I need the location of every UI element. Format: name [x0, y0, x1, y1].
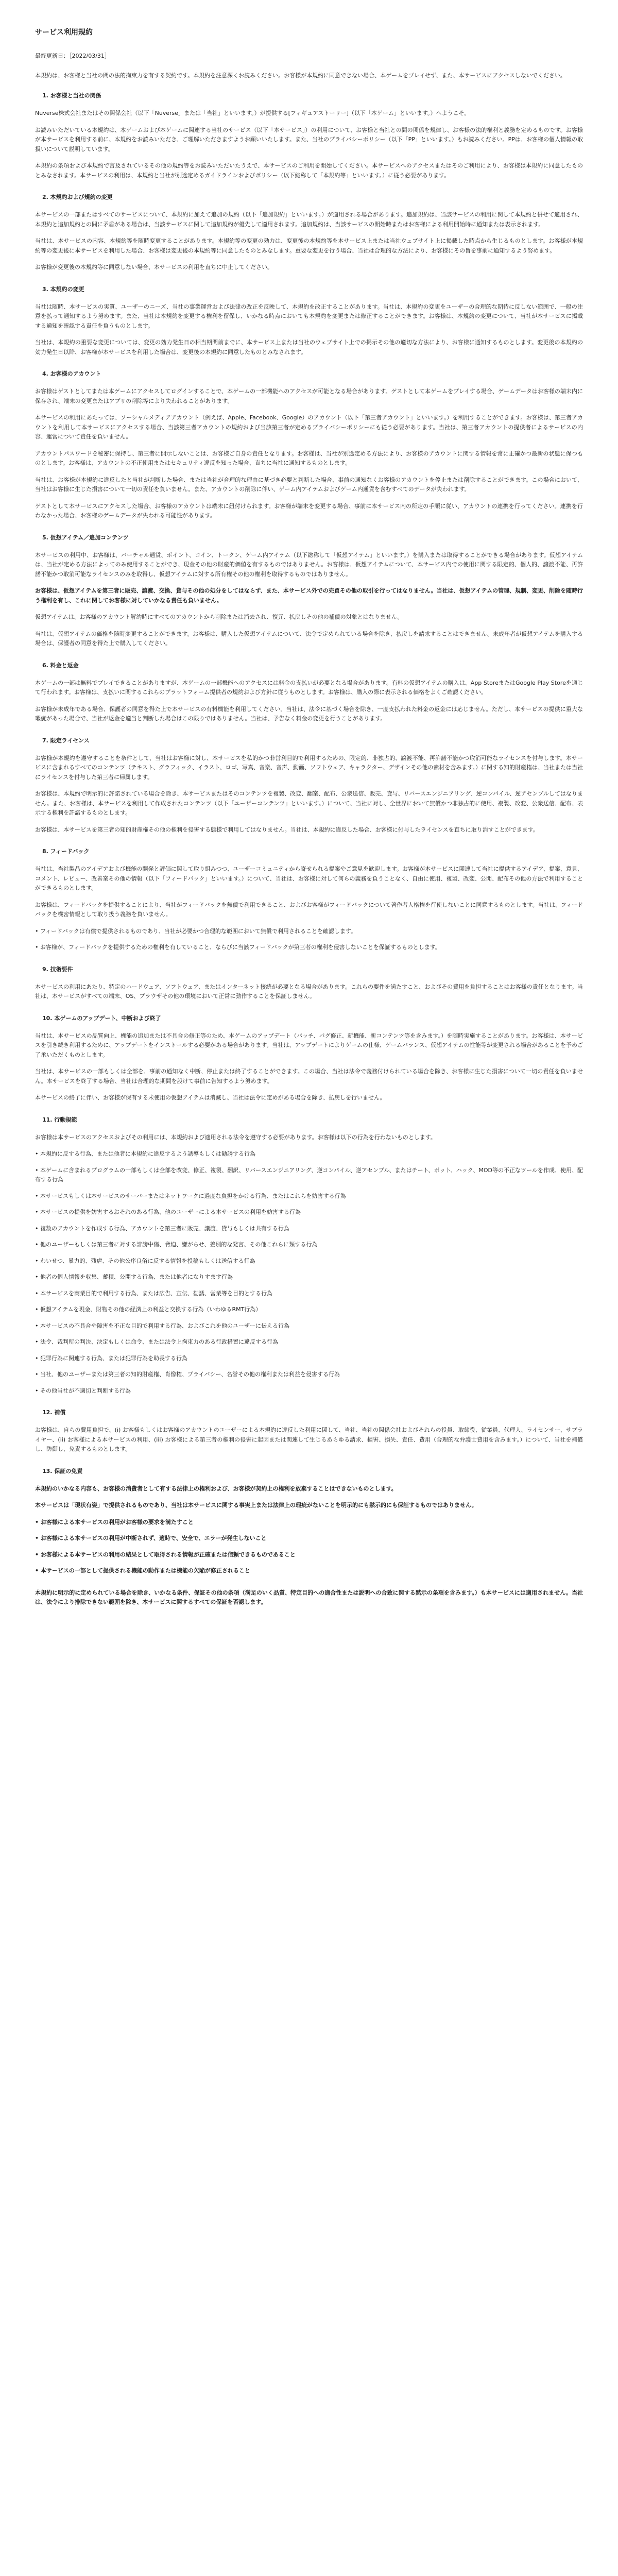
bullet-item: [35, 1257, 583, 1266]
bullet-item: [35, 1534, 583, 1544]
document-title: サービス利用規約: [35, 28, 93, 37]
section-paragraph: 本サービスの利用にあたっては、ソーシャルメディアアカウント（例えば、Apple、Facebook、Google）のアカウント（以下「第三者アカウント」といいます。）を利用することができます。お客様は、第三者アカウントを利用して本サービスにアクセスする場合、当該第三者アカウントの規約および当該第三者が定めるプライバシーポリシーにも従う必要があります。当社は、第三者アカウントの提供者によるサービスの内容、運営について責任を負いません。: [35, 414, 583, 440]
section-paragraph: 当社は、本サービスの内容、本規約等を随時変更することがあります。本規約等の変更の効力は、変更後の本規約等を本サービス上または当社ウェブサイト上に掲載した時点から生じるものとします。お客様が本規約等の変更後に本サービスを利用した場合、お客様は変更後の本規約等に同意したものとみなします。重要な変更を行う場合、当社は合理的な方法により、お客様にその旨を事前に通知するよう努めます。: [35, 238, 583, 254]
section-heading: 5. 仮想アイテム／追加コンテンツ: [42, 534, 129, 541]
section-paragraph: 当社は、本サービスの一部もしくは全部を、事前の通知なく中断、停止または終了することができます。この場合、当社は法令で義務付けられている場合を除き、お客様に生じた損害について一切の責任を負いません。本サービスを終了する場合、当社は合理的な期間を設けて事前に告知するよう努めます。: [35, 1068, 583, 1084]
bullet-text: 本サービスもしくは本サービスのサーバーまたはネットワークに過度な負担をかける行為、またはこれらを妨害する行為: [40, 1192, 346, 1199]
bullet-marker: •: [35, 1371, 40, 1378]
section-heading: 2. 本規約および規約の変更: [42, 194, 113, 200]
bullet-text: 本サービスの一部として提供される機能の動作または機能の欠陥が修正されること: [40, 1567, 250, 1574]
bullet-item: [35, 1208, 583, 1217]
bullet-marker: •: [35, 944, 40, 951]
bullet-text: 本規約に反する行為、または他者に本規約に違反するよう誘導もしくは勧誘する行為: [40, 1150, 255, 1157]
terms-section: [35, 736, 583, 835]
section-heading: 1. お客様と当社の関係: [42, 92, 101, 99]
section-paragraph: アカウントパスワードを秘密に保持し、第三者に開示しないことは、お客様ご自身の責任となります。お客様は、当社が別途定める方法により、お客様のアカウントに関する情報を常に正確かつ最新の状態に保つものとします。お客様は、アカウントの不正使用またはセキュリティ違反を知った場合、直ちに当社に通知するものとします。: [35, 450, 583, 466]
section-paragraph: 本サービスの利用にあたり、特定のハードウェア、ソフトウェア、またはインターネット接続が必要となる場合があります。これらの要件を満たすこと、およびその費用を負担することはお客様の責任となります。当社は、本サービスがすべての端末、OS、ブラウザその他の環境において正常に動作することを保証しません。: [35, 983, 583, 999]
section-paragraph: 仮想アイテムは、お客様のアカウント解約時にすべてのアカウントから削除または消去され、復元、払戻しその他の補償の対象とはなりません。: [35, 614, 403, 620]
terms-sections: [35, 91, 583, 1607]
terms-section: [35, 369, 583, 521]
bullet-item: [35, 1337, 583, 1347]
terms-section: [35, 1408, 583, 1454]
section-paragraph: 本サービスは「現状有姿」で提供されるものであり、当社は本サービスに関する事実上または法律上の瑕疵がないことを明示的にも黙示的にも保証するものではありません。: [35, 1502, 477, 1509]
bullet-marker: •: [35, 927, 40, 935]
bullet-text: 他のユーザーもしくは第三者に対する誹謗中傷、脅迫、嫌がらせ、差別的な発言、その他これらに類する行為: [40, 1241, 318, 1248]
bullet-item: [35, 1354, 583, 1364]
bullet-marker: •: [35, 1354, 40, 1362]
bullet-marker: •: [35, 1338, 40, 1345]
section-paragraph: 当社は、本規約の重要な変更については、変更の効力発生日の相当期間前までに、本サービス上または当社のウェブサイト上での掲示その他の適切な方法により、お客様に通知するものとします。変更後の本規約の効力発生日以降、お客様が本サービスを利用した場合は、変更後の本規約に同意したものとみなされます。: [35, 339, 583, 355]
section-paragraph: お客様が未成年である場合、保護者の同意を得た上で本サービスの有料機能を利用してください。当社は、法令に基づく場合を除き、一度支払われた料金の返金には応じません。ただし、本サービスの提供に重大な瑕疵があった場合で、当社が返金を適当と判断した場合はこの限りではありません。当社は、予告なく料金の変更を行うことがあります。: [35, 705, 583, 722]
bullet-list: [35, 1518, 583, 1576]
terms-section: [35, 91, 583, 180]
bullet-text: その他当社が不適切と判断する行為: [40, 1387, 131, 1394]
section-paragraph: お客様が変更後の本規約等に同意しない場合、本サービスの利用を直ちに中止してください。: [35, 264, 273, 270]
bullet-text: お客様が、フィードバックを提供するための権利を有していること、ならびに当該フィードバックが第三者の権利を侵害しないことを保証するものとします。: [40, 944, 441, 951]
section-heading: 8. フィードバック: [42, 848, 90, 855]
bullet-text: 本サービスの提供を妨害するおそれのある行為、他のユーザーによる本サービスの利用を妨害する行為: [40, 1209, 301, 1215]
bullet-marker: •: [35, 1209, 40, 1215]
bullet-item: [35, 1566, 583, 1576]
section-heading: 3. 本規約の変更: [42, 285, 84, 293]
section-paragraph: 本サービスの利用中、お客様は、バーチャル通貨、ポイント、コイン、トークン、ゲーム内アイテム（以下総称して「仮想アイテム」といいます。）を購入または取得することができる場合があります。仮想アイテムは、当社が定める方法によってのみ使用することができ、現金その他の財産的価値を有するものではありません。お客様は、仮想アイテムについて、本サービス内での使用に関する限定的、個人的、譲渡不能、再許諾不能かつ取消可能なライセンスのみを取得し、仮想アイテムに対する所有権その他の権利を取得するものではありません。: [35, 551, 583, 578]
section-paragraph: 当社は、お客様が本規約に違反したと当社が判断した場合、または当社が合理的な理由に基づき必要と判断した場合、事前の通知なくお客様のアカウントを停止または削除することができます。この場合において、当社はお客様に生じた損害について一切の責任を負いません。また、アカウントの削除に伴い、ゲーム内アイテムおよびゲーム内通貨を含むすべてのデータが失われます。: [35, 476, 583, 493]
bullet-text: 法令、裁判所の判決、決定もしくは命令、または法令上拘束力のある行政措置に違反する行為: [40, 1338, 278, 1345]
bullet-item: [35, 1550, 583, 1560]
bullet-text: お客様による本サービスの利用の結果として取得される情報が正確または信頼できるものであること: [40, 1551, 296, 1558]
section-heading: 13. 保証の免責: [42, 1467, 83, 1475]
section-heading: 6. 料金と返金: [42, 662, 79, 669]
section-heading: 11. 行動規範: [42, 1116, 77, 1123]
bullet-marker: •: [35, 1241, 40, 1248]
bullet-item: [35, 1166, 583, 1185]
section-paragraph: お客様は、自らの費用負担で、(i) お客様もしくはお客様のアカウントのユーザーによる本規約に違反した利用に関して、当社、当社の関係会社およびそれらの役員、取締役、従業員、代理人、ライセンサー、サプライヤー、(ii) お客様による本サービスの利用、(iii) お客様による第三者の権利の侵害に起因または関連して生じるあらゆる請求、損害、損失、責任、費用（合理的な弁護士費用を含みます。）について、当社を補償し、防御し、免責するものとします。: [35, 1427, 583, 1452]
section-paragraph: ゲストとして本サービスにアクセスした場合、お客様のアカウントは端末に紐付けられます。お客様が端末を変更する場合、事前に本サービス内の所定の手順に従い、アカウントの連携を行ってください。連携を行わなかった場合、お客様のゲームデータが失われる可能性があります。: [35, 502, 583, 519]
bullet-marker: •: [35, 1257, 40, 1264]
bullet-marker: •: [35, 1290, 40, 1297]
bullet-text: 本ゲームに含まれるプログラムの一部もしくは全部を改変、修正、複製、翻訳、リバースエンジニアリング、逆コンパイル、逆アセンブル、またはチート、ボット、ハック、MOD等の不正なツールを作成、使用、配布する行為: [35, 1166, 583, 1183]
terms-section: [35, 847, 583, 953]
bullet-text: 他者の個人情報を収集、蓄積、公開する行為、または他者になりすます行為: [40, 1274, 233, 1280]
bullet-text: 本サービスを商業目的で利用する行為、または広告、宣伝、勧誘、営業等を目的とする行為: [40, 1290, 272, 1297]
bullet-text: お客様による本サービスの利用がお客様の要求を満たすこと: [40, 1518, 194, 1526]
bullet-text: フィードバックは有償で提供されるものであり、当社が必要かつ合理的な範囲において無償で利用されることを確認します。: [40, 927, 357, 935]
section-paragraph: 当社は、当社製品のアイデアおよび機能の開発と評価に関して取り組みつつ、ユーザーコミュニティから寄せられる提案やご意見を歓迎します。お客様が本サービスに関連して当社に提供するアイデア、提案、意見、コメント、レビュー、改善案その他の情報（以下「フィードバック」といいます。）について、当社は、お客様に対して何らの義務を負うことなく、自由に使用、複製、改変、公開、配布その他の方法で利用することができるものとします。: [35, 866, 583, 891]
bullet-marker: •: [35, 1518, 41, 1526]
terms-section: [35, 1588, 583, 1607]
bullet-marker: •: [35, 1322, 40, 1329]
bullet-item: [35, 1149, 583, 1159]
bullet-item: [35, 1273, 583, 1282]
section-paragraph: 当社は、仮想アイテムの価格を随時変更することができます。お客様は、購入した仮想アイテムについて、法令で定められている場合を除き、払戻しを請求することはできません。未成年者が仮想アイテムを購入する場合は、保護者の同意を得た上で購入してください。: [35, 630, 583, 647]
bullet-text: 複数のアカウントを作成する行為、アカウントを第三者に販売、譲渡、貸与もしくは共有する行為: [40, 1225, 289, 1232]
bullet-item: [35, 1321, 583, 1331]
terms-section: [35, 193, 583, 273]
terms-section: [35, 1014, 583, 1103]
bullet-item: [35, 927, 583, 937]
bullet-text: 犯罪行為に関連する行為、または犯罪行為を助長する行為: [40, 1354, 187, 1362]
bullet-item: [35, 1518, 583, 1528]
section-heading: 12. 補償: [42, 1409, 66, 1416]
section-paragraph: 当社は随時、本サービスの実質、ユーザーのニーズ、当社の事業運営および法律の改正を反映して、本規約を改正することがあります。当社は、本規約の変更をユーザーの合理的な期待に反しない範囲で、一般の注意を払って通知するよう努めます。また、当社は本規約を変更する権利を留保し、いかなる時点においても本規約を変更または修正することができます。お客様は、本規約の変更について、当社が本サービスに掲載する通知を確認する責任を負うものとします。: [35, 303, 583, 329]
section-heading: 7. 限定ライセンス: [42, 737, 90, 744]
bullet-item: [35, 1386, 583, 1396]
bullet-marker: •: [35, 1192, 40, 1199]
bullet-marker: •: [35, 1551, 41, 1558]
bullet-text: お客様による本サービスの利用が中断されず、適時で、安全で、エラーが発生しないこと: [40, 1535, 267, 1541]
terms-section: [35, 285, 583, 358]
section-paragraph: お客様は、本規約で明示的に許諾されている場合を除き、本サービスまたはそのコンテンツを複製、改変、翻案、配布、公衆送信、販売、貸与、リバースエンジニアリング、逆コンパイル、逆アセンブルしてはなりません。また、お客様は、本サービスを利用して作成されたコンテンツ（以下「ユーザーコンテンツ」といいます。）について、当社に対し、全世界において無償かつ非独占的に使用、複製、改変、公衆送信、配布、表示する権利を許諾するものとします。: [35, 790, 583, 816]
bullet-marker: •: [35, 1150, 40, 1157]
section-paragraph: お読みいただいている本規約は、本ゲームおよび本ゲームに関連する当社のサービス（以下「本サービス」）の利用について、お客様と当社との間の関係を規律し、お客様の法的権利と義務を定めるものです。お客様が本サービスを利用する前に、本規約をお読みいただき、ご理解いただきますようお願いいたします。また、当社のプライバシーポリシー（以下「PP」といいます。）もお読みください。PPは、お客様の個人情報の取扱いについて説明しています。: [35, 126, 583, 152]
terms-section: [35, 661, 583, 724]
bullet-item: [35, 1224, 583, 1234]
last-updated-date: 最終更新日：［2022/03/31］: [35, 53, 110, 59]
section-paragraph: 本サービスの一部またはすべてのサービスについて、本規約に加えて追加の規約（以下「追加規約」といいます。）が適用される場合があります。追加規約は、当該サービスの利用に関して本規約と併せて適用され、本規約と追加規約との間に矛盾がある場合は、当該サービスに関して追加規約が優先して適用されます。追加規約は、当該サービスの開始時またはお客様による利用開始時に通知または表示されます。: [35, 211, 583, 228]
section-paragraph: お客様は、フィードバックを提供することにより、当社がフィードバックを無償で利用できること、およびお客様がフィードバックについて著作者人格権を行使しないことに同意するものとします。当社は、フィードバックを機密情報として取り扱う義務を負いません。: [35, 901, 583, 918]
section-heading: 10. 本ゲームのアップデート、中断および終了: [42, 1014, 161, 1022]
section-paragraph: 本ゲームの一部は無料でプレイできることがありますが、本ゲームの一部機能へのアクセスには料金の支払いが必要となる場合があります。有料の仮想アイテムの購入は、App StoreまたはGoogle Play Storeを通じて行われます。お客様は、支払いに関するこれらのプラットフォーム提供者の規約および方針に従うものとします。お客様は、購入の際に表示される価格をよくご確認ください。: [35, 679, 583, 696]
section-heading: 4. お客様のアカウント: [42, 370, 101, 377]
section-paragraph: 当社は、本サービスの品質向上、機能の追加または不具合の修正等のため、本ゲームのアップデート（パッチ、バグ修正、新機能、新コンテンツ等を含みます。）を随時実施することがあります。お客様は、本サービスを引き続き利用するために、アップデートをインストールする必要がある場合があります。当社は、アップデートによりゲームの仕様、ゲームバランス、仮想アイテムの性能等が変更される場合があることを予めご了承いただくものとします。: [35, 1032, 583, 1058]
section-paragraph: 本規約の条項および本規約で言及されているその他の規約等をお読みいただいたうえで、本サービスのご利用を開始してください。本サービスへのアクセスまたはそのご利用により、お客様は本規約に同意したものとみなされます。本サービスの利用は、本規約と当社が別途定めるガイドラインおよびポリシー（以下総称して「本規約等」といいます。）に従う必要があります。: [35, 162, 583, 179]
section-paragraph: 本規約のいかなる内容も、お客様の消費者として有する法律上の権利および、お客様が契約上の権利を放棄することはできないものとします。: [35, 1485, 397, 1492]
section-paragraph: 本サービスの終了に伴い、お客様が保有する未使用の仮想アイテムは消滅し、当社は法令に定めがある場合を除き、払戻しを行いません。: [35, 1094, 386, 1101]
bullet-item: [35, 1240, 583, 1250]
bullet-text: 本サービスの不具合や障害を不正な目的で利用する行為、およびこれを他のユーザーに伝える行為: [40, 1322, 289, 1329]
section-paragraph: お客様はゲストとしてまたは本ゲームにアクセスしてログインすることで、本ゲームの一部機能へのアクセスが可能となる場合があります。ゲストとして本ゲームをプレイする場合、ゲームデータはお客様の端末内に保存され、端末の変更またはアプリの削除等により失われることがあります。: [35, 388, 583, 404]
bullet-marker: •: [35, 1387, 40, 1394]
section-paragraph: お客様は、仮想アイテムを第三者に販売、譲渡、交換、貸与その他の処分をしてはならず、また、本サービス外での売買その他の取引を行ってはなりません。当社は、仮想アイテムの管理、規制、変更、削除を随時行う権利を有し、これに関してお客様に対していかなる責任も負いません。: [35, 587, 583, 604]
section-paragraph: お客様が本規約を遵守することを条件として、当社はお客様に対し、本サービスを私的かつ非営利目的で利用するための、限定的、非独占的、譲渡不能、再許諾不能かつ取消可能なライセンスを付与します。本サービスに含まれるすべてのコンテンツ（テキスト、グラフィック、イラスト、ロゴ、写真、音楽、音声、動画、ソフトウェア、キャラクター、デザインその他の素材を含みます。）に関する知的財産権は、当社または当社にライセンスを付与した第三者に帰属します。: [35, 754, 583, 781]
bullet-marker: •: [35, 1225, 40, 1232]
bullet-item: [35, 1370, 583, 1380]
bullet-marker: •: [35, 1535, 41, 1541]
section-paragraph: 本規約に明示的に定められている場合を除き、いかなる条件、保証その他の条項（満足のいく品質、特定目的への適合性または説明への合致に関する黙示の条項を含みます。）も本サービスには適用されません。当社は、法令により排除できない範囲を除き、本サービスに関するすべての保証を否認します。: [35, 1589, 583, 1605]
bullet-text: 当社、他のユーザーまたは第三者の知的財産権、肖像権、プライバシー、名誉その他の権利または利益を侵害する行為: [40, 1371, 340, 1378]
section-paragraph: Nuverse株式会社またはその関係会社（以下「Nuverse」または「当社」といいます。）が提供する[フィギュアストーリー]（以下「本ゲーム」といいます。）へようこそ。: [35, 110, 470, 116]
bullet-text: 仮想アイテムを現金、財物その他の経済上の利益と交換する行為（いわゆるRMT行為）: [40, 1306, 262, 1313]
bullet-list: [35, 927, 583, 953]
section-heading: 9. 技術要件: [42, 965, 73, 973]
terms-section: [35, 533, 583, 649]
section-paragraph: お客様は本サービスのアクセスおよびその利用には、本規約および適用される法令を遵守する必要があります。お客様は以下の行為を行わないものとします。: [35, 1133, 436, 1141]
bullet-list: [35, 1149, 583, 1396]
bullet-marker: •: [35, 1567, 41, 1574]
bullet-item: [35, 943, 583, 953]
intro-paragraph: 本規約は、お客様と当社の間の法的拘束力を有する契約です。本規約を注意深くお読みください。お客様が本規約に同意できない場合、本ゲームをプレイせず、また、本サービスにアクセスしないでください。: [35, 72, 566, 79]
bullet-item: [35, 1305, 583, 1315]
bullet-text: わいせつ、暴力的、残虐、その他公序良俗に反する情報を投稿もしくは送信する行為: [40, 1257, 255, 1264]
section-paragraph: お客様は、本サービスを第三者の知的財産権その他の権利を侵害する態様で利用してはなりません。当社は、本規約に違反した場合、お客様に付与したライセンスを直ちに取り消すことができます。: [35, 826, 539, 833]
terms-section: [35, 1467, 583, 1576]
bullet-marker: •: [35, 1274, 40, 1280]
bullet-marker: •: [35, 1306, 40, 1313]
terms-section: [35, 1115, 583, 1396]
bullet-item: [35, 1192, 583, 1201]
terms-section: [35, 965, 583, 1002]
bullet-marker: •: [35, 1166, 41, 1174]
bullet-item: [35, 1289, 583, 1299]
